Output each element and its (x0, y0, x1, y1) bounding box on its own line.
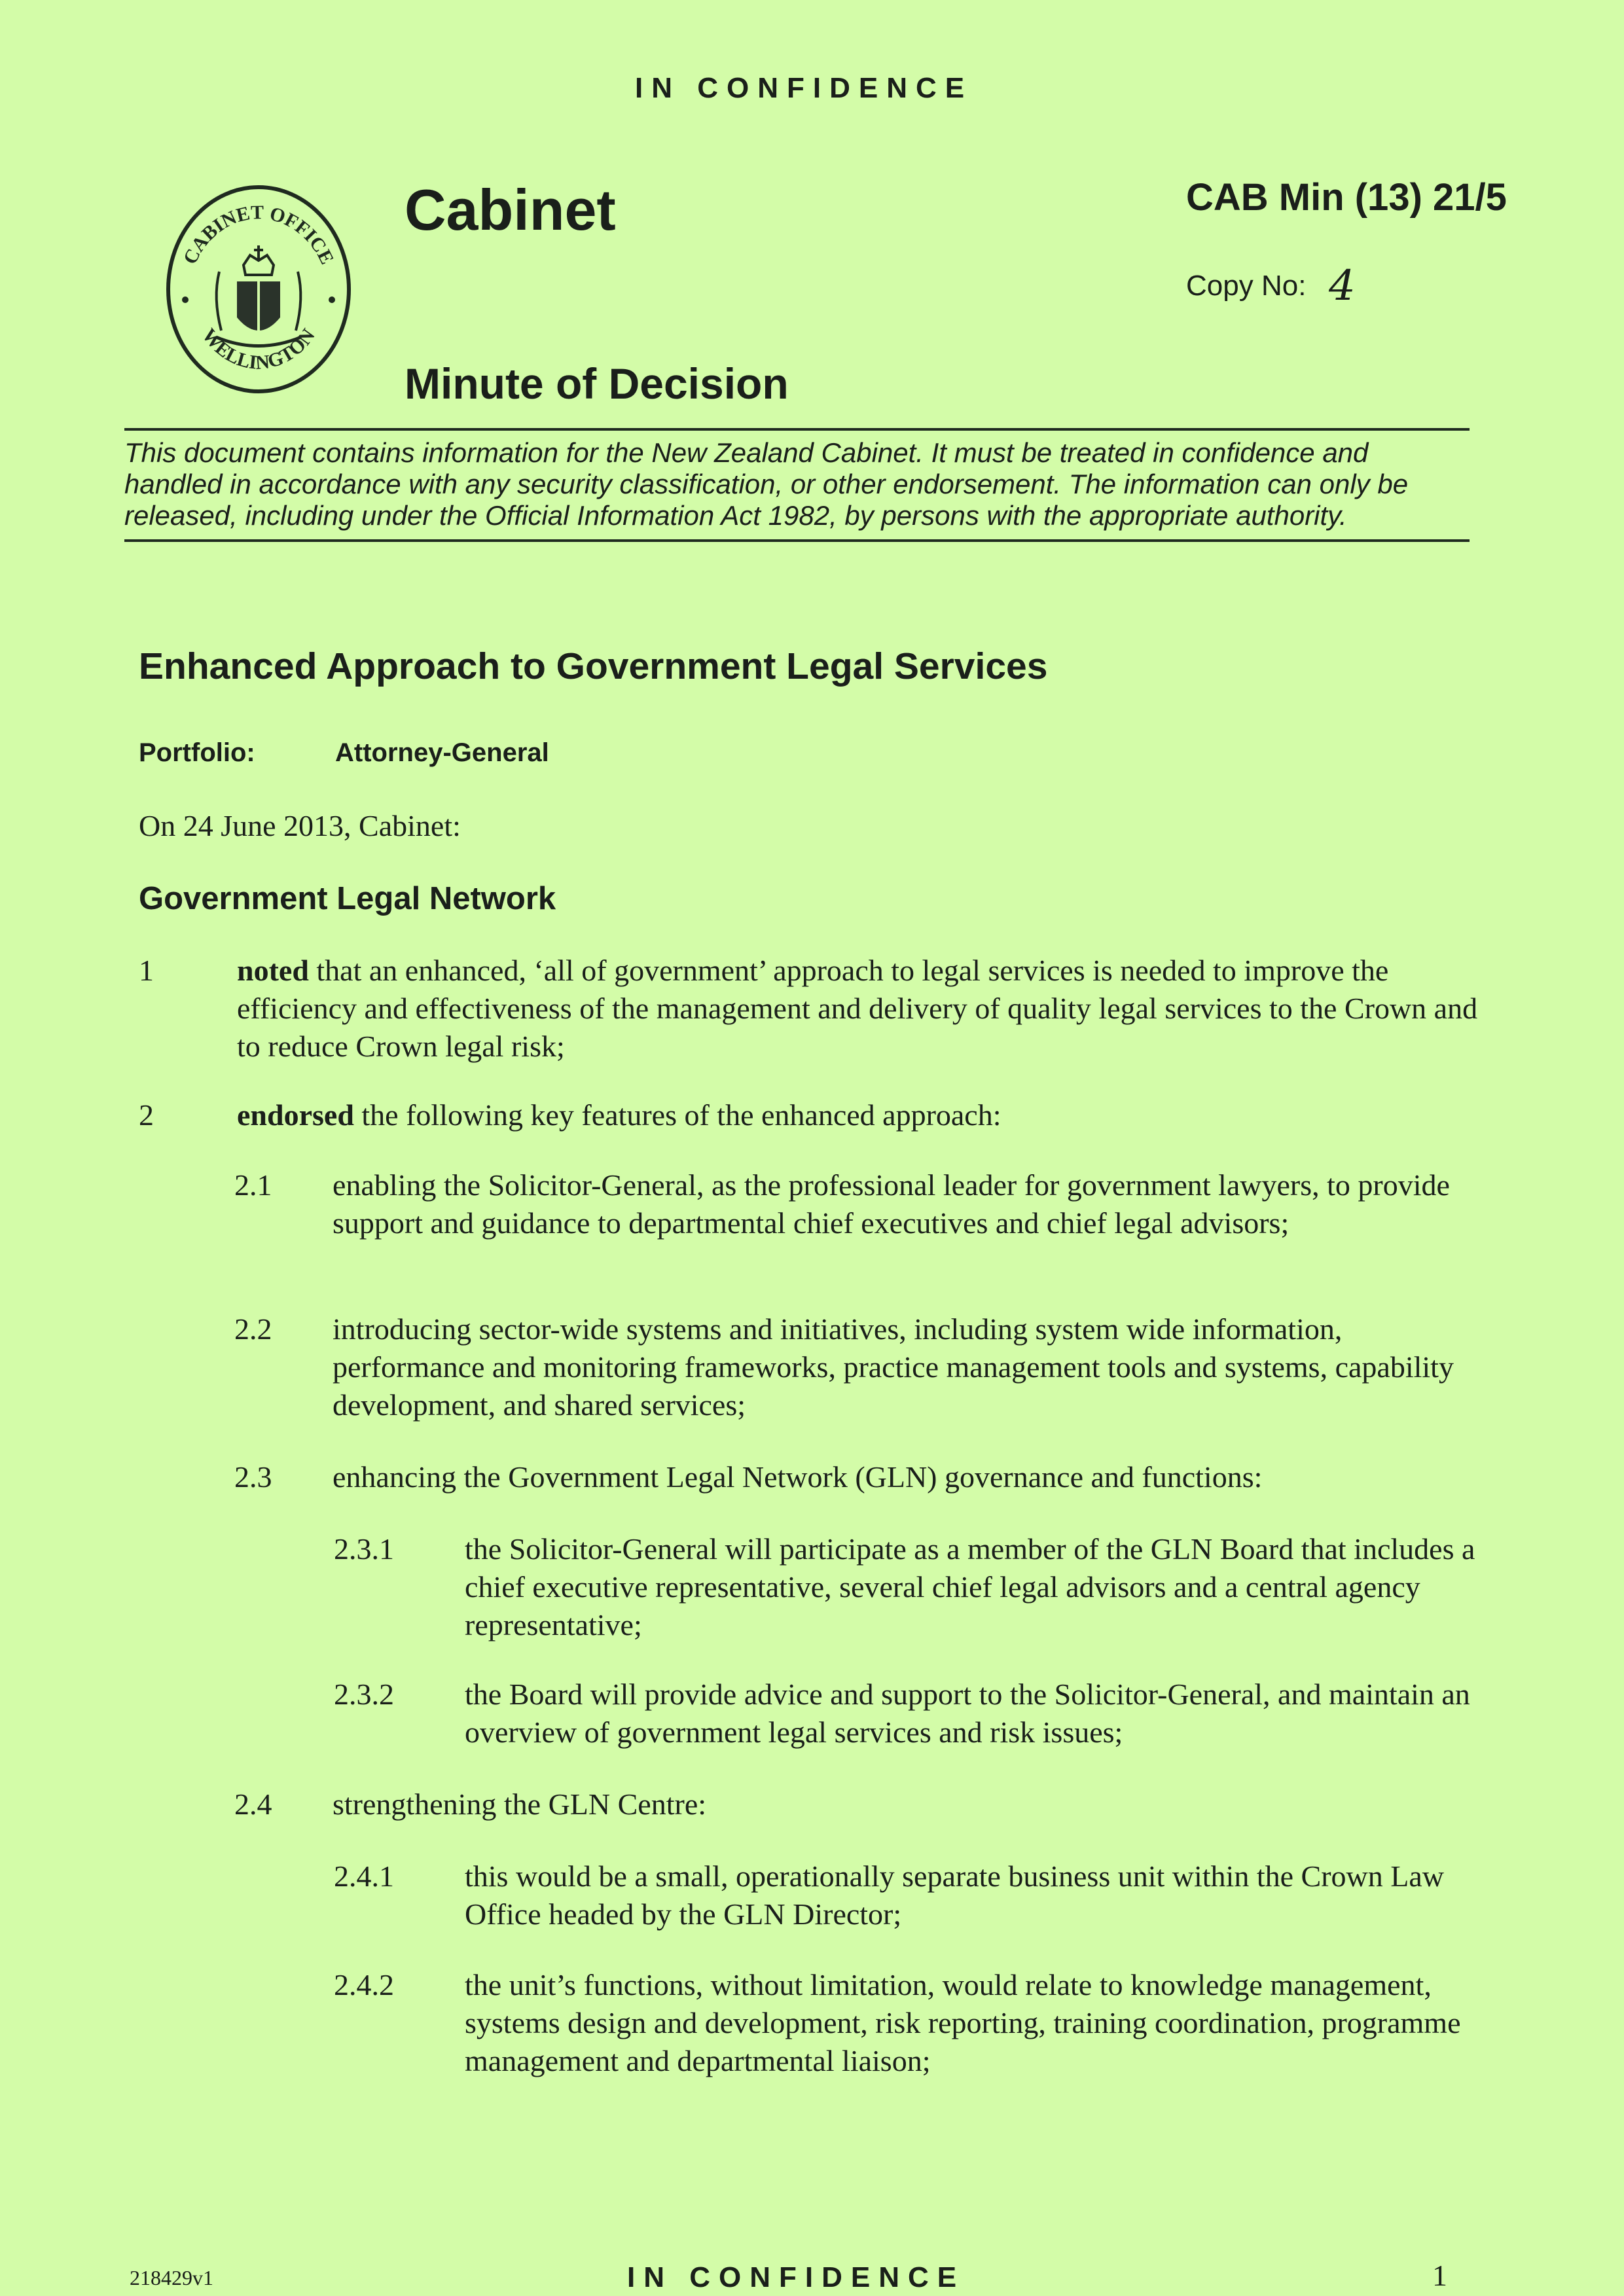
sub-sub-item-text: the Solicitor-General will participate as a member of the GLN Board that includes a chief executive representative, several chief legal advisors and a central agency representative; (465, 1532, 1475, 1641)
notice-top-divider (124, 428, 1470, 431)
section-heading: Government Legal Network (139, 881, 556, 916)
page-title: Cabinet (405, 177, 616, 242)
page-subtitle: Minute of Decision (405, 359, 789, 408)
sub-item-number: 2.4 (234, 1787, 272, 1821)
sub-sub-item-number: 2.3.1 (334, 1532, 394, 1566)
sub-item-text: strengthening the GLN Centre: (333, 1787, 707, 1821)
sub-item-number: 2.2 (234, 1312, 272, 1346)
sub-sub-item-number: 2.3.2 (334, 1677, 394, 1711)
sub-sub-item-number: 2.4.2 (334, 1968, 394, 2001)
sub-item-number: 2.3 (234, 1460, 272, 1494)
sub-sub-item-text: the unit’s functions, without limitation, would relate to knowledge management, systems design and development, risk reporting, training coordination, programme management and departmental liaison; (465, 1968, 1461, 2077)
item-number: 2 (139, 1098, 154, 1132)
sub-item-text: enabling the Solicitor-General, as the professional leader for government lawyers, to provide support and guidance to departmental chief executives and chief legal advisors; (333, 1168, 1450, 1240)
sub-sub-item-text: this would be a small, operationally separate business unit within the Crown Law Office headed by the GLN Director; (465, 1859, 1444, 1931)
portfolio-label: Portfolio: (139, 738, 255, 767)
copy-number-label: Copy No: (1186, 270, 1307, 302)
page-number: 1 (1432, 2259, 1447, 2292)
sub-item-text: introducing sector-wide systems and initiatives, including system wide information, performance and monitoring frameworks, practice management tools and systems, capability development, and shared services; (333, 1312, 1454, 1422)
item-text: noted that an enhanced, ‘all of government’ approach to legal services is needed to improve the efficiency and effectiveness of the management and delivery of quality legal services to the Crown and to reduce Crown legal risk; (237, 954, 1478, 1063)
item-verb: noted (237, 954, 309, 987)
sub-item-number: 2.1 (234, 1168, 272, 1202)
decision-date-line: On 24 June 2013, Cabinet: (139, 809, 461, 842)
classification-footer: IN CONFIDENCE (627, 2261, 965, 2293)
sub-item-text: enhancing the Government Legal Network (GLN) governance and functions: (333, 1460, 1263, 1494)
copy-number-value: 4 (1329, 262, 1356, 310)
cabinet-reference: CAB Min (13) 21/5 (1186, 176, 1507, 219)
item-text: endorsed the following key features of the enhanced approach: (237, 1098, 1001, 1132)
item-verb: endorsed (237, 1098, 354, 1132)
svg-text:CABINET OFFICE: CABINET OFFICE (179, 202, 338, 268)
classification-header: IN CONFIDENCE (635, 72, 973, 104)
item-number: 1 (139, 954, 154, 987)
document-title: Enhanced Approach to Government Legal Services (139, 645, 1048, 687)
svg-text:WELLINGTON: WELLINGTON (198, 324, 319, 374)
notice-bottom-divider (124, 539, 1470, 542)
sub-sub-item-number: 2.4.1 (334, 1859, 394, 1893)
sub-sub-item-text: the Board will provide advice and support to the Solicitor-General, and maintain an overview of government legal services and risk issues; (465, 1677, 1470, 1749)
cabinet-office-seal-icon (164, 183, 353, 396)
confidentiality-notice: This document contains information for the New Zealand Cabinet. It must be treated in confidence and handled in accordance with any security classification, or other endorsement. The information can only be released, including under the Official Information Act 1982, by persons with the appropriate authority. (124, 437, 1409, 531)
document-id: 218429v1 (130, 2266, 213, 2289)
portfolio-value: Attorney-General (335, 738, 549, 767)
